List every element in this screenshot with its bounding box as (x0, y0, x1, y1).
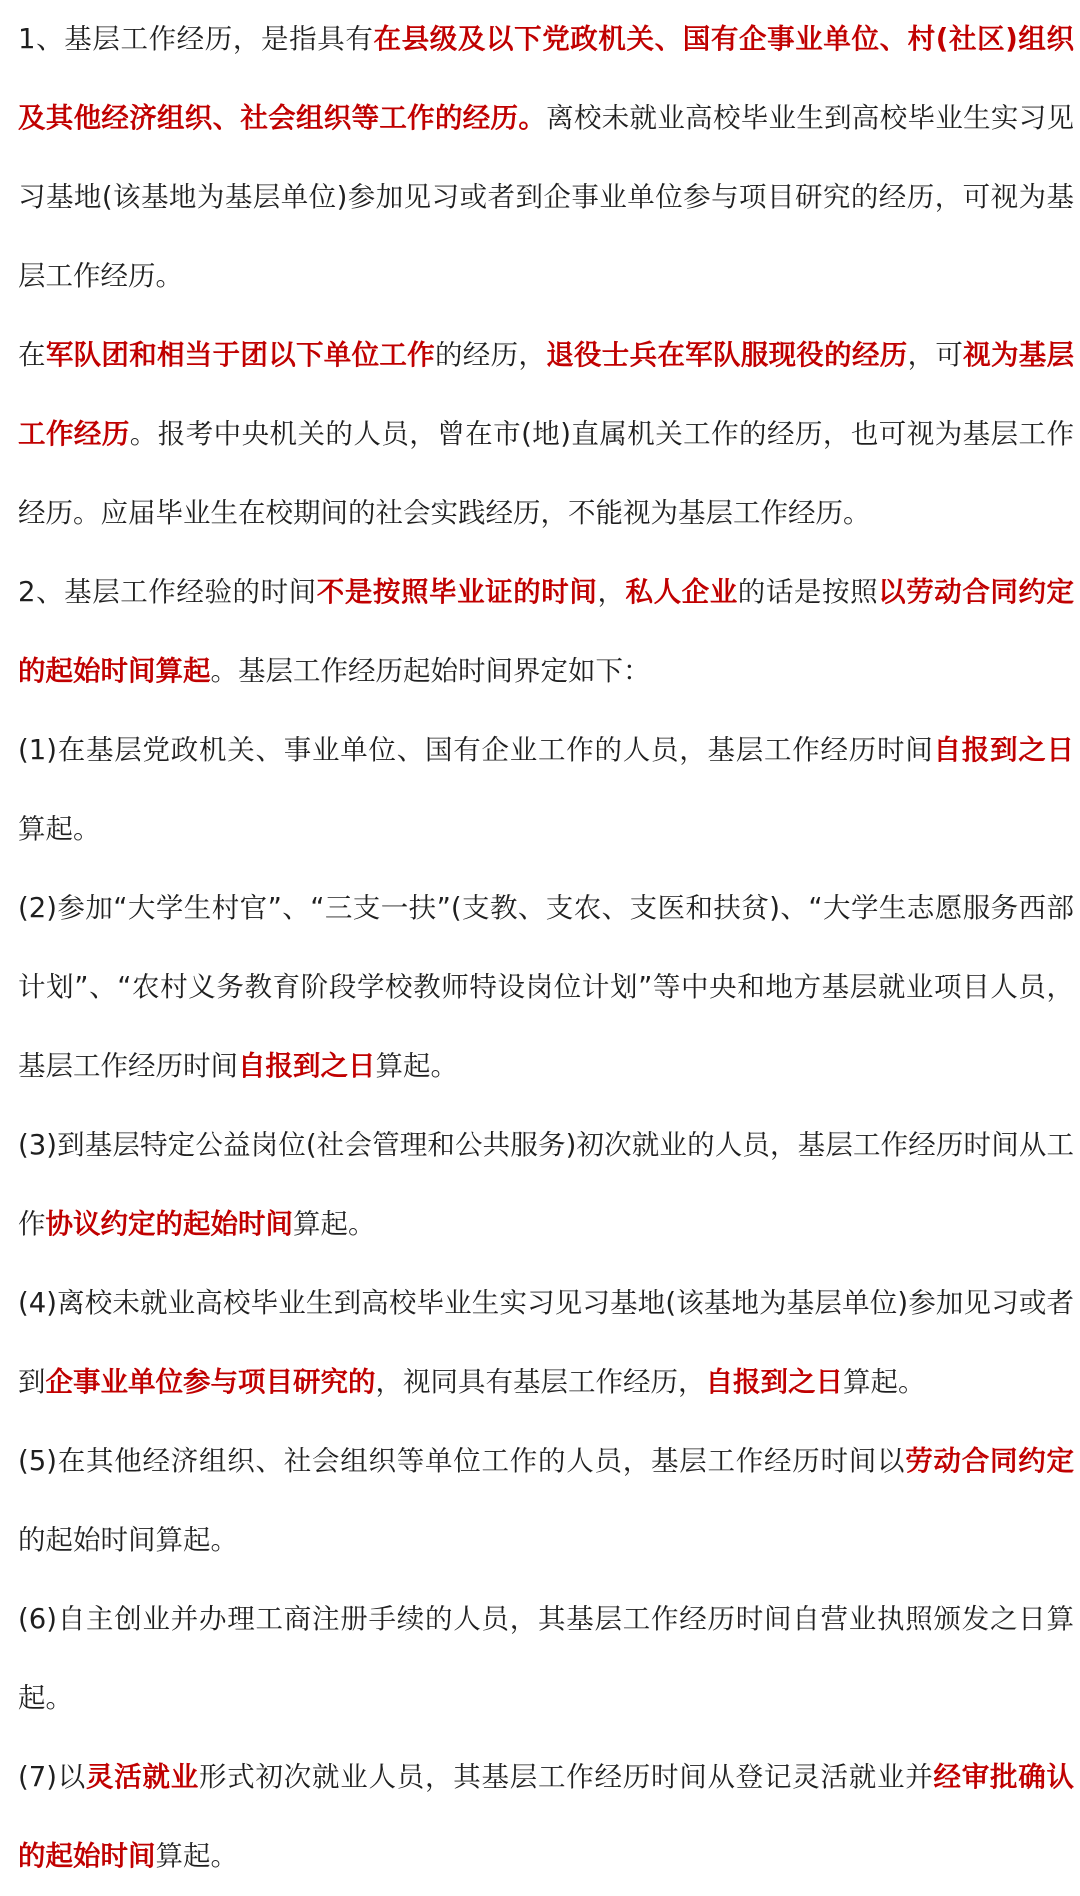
body-text: 。基层工作经历起始时间界定如下： (210, 655, 651, 687)
highlighted-text: 视为基层工作经历 (18, 339, 1075, 450)
body-text: 。报考中央机关的人员，曾在市(地)直属机关工作的经历，也可视为基层工作经历。应届毕业生在校期间的社会实践经历，不能视为基层工作经历。 (18, 418, 1074, 529)
paragraph (18, 711, 1074, 869)
body-text: 算起。 (375, 1050, 458, 1082)
highlighted-text: 劳动合同约定 (905, 1445, 1075, 1477)
body-text: 的起始时间算起。 (18, 1524, 238, 1556)
paragraph (18, 1422, 1074, 1580)
paragraph (18, 316, 1074, 553)
article-body (18, 0, 1074, 1896)
body-text: 算起。 (155, 1840, 238, 1872)
highlighted-text: 协议约定的起始时间 (45, 1208, 293, 1240)
body-text: ， (597, 576, 626, 608)
highlighted-text: 不是按照毕业证的时间 (316, 576, 598, 608)
body-text: (1)在基层党政机关、事业单位、国有企业工作的人员，基层工作经历时间 (18, 734, 934, 766)
body-text: 1、基层工作经历，是指具有 (18, 23, 374, 55)
body-text: (3)到基层特定公益岗位(社会管理和公共服务)初次就业的人员，基层工作经历时间从工作 (18, 1129, 1074, 1240)
highlighted-text: 退役士兵在军队服现役的经历 (546, 339, 908, 371)
body-text: 形式初次就业人员，其基层工作经历时间从登记灵活就业并 (198, 1761, 934, 1793)
paragraph (18, 1738, 1074, 1896)
body-text: 算起。 (843, 1366, 926, 1398)
highlighted-text: 私人企业 (625, 576, 738, 608)
body-text: (5)在其他经济组织、社会组织等单位工作的人员，基层工作经历时间以 (18, 1445, 906, 1477)
highlighted-text: 自报到之日 (238, 1050, 376, 1082)
body-text: ，视同具有基层工作经历， (375, 1366, 706, 1398)
highlighted-text: 自报到之日 (933, 734, 1075, 766)
body-text: 的话是按照 (737, 576, 879, 608)
highlighted-text: 以劳动合同约定的起始时间算起 (18, 576, 1075, 687)
highlighted-text: 自报到之日 (705, 1366, 843, 1398)
body-text: ，可 (907, 339, 964, 371)
highlighted-text: 军队团和相当于团以下单位工作 (45, 339, 435, 371)
paragraph (18, 1106, 1074, 1264)
body-text: 的经历， (434, 339, 547, 371)
paragraph (18, 553, 1074, 711)
body-text: 离校未就业高校毕业生到高校毕业生实习见习基地(该基地为基层单位)参加见习或者到企事业单位参与项目研究的经历，可视为基层工作经历。 (18, 102, 1075, 292)
highlighted-text: 灵活就业 (85, 1761, 199, 1793)
body-text: 2、基层工作经验的时间 (18, 576, 317, 608)
paragraph (18, 0, 1074, 316)
body-text: (7)以 (18, 1761, 86, 1793)
highlighted-text: 经审批确认的起始时间 (18, 1761, 1075, 1872)
body-text: (2)参加“大学生村官”、“三支一扶”(支教、支农、支医和扶贫)、“大学生志愿服务西部计划”、“农村义务教育阶段学校教师特设岗位计划”等中央和地方基层就业项目人员，基层工作经历时间 (18, 892, 1074, 1082)
highlighted-text: 企事业单位参与项目研究的 (45, 1366, 376, 1398)
body-text: (4)离校未就业高校毕业生到高校毕业生实习见习基地(该基地为基层单位)参加见习或者到 (18, 1287, 1074, 1398)
paragraph (18, 869, 1074, 1106)
body-text: (6)自主创业并办理工商注册手续的人员，其基层工作经历时间自营业执照颁发之日算起。 (18, 1603, 1074, 1714)
paragraph (18, 1264, 1074, 1422)
body-text: 算起。 (293, 1208, 376, 1240)
paragraph (18, 1580, 1074, 1738)
body-text: 算起。 (18, 813, 101, 845)
body-text: 在 (18, 339, 46, 371)
highlighted-text: 在县级及以下党政机关、国有企事业单位、村(社区)组织及其他经济组织、社会组织等工作的经历。 (18, 23, 1075, 134)
